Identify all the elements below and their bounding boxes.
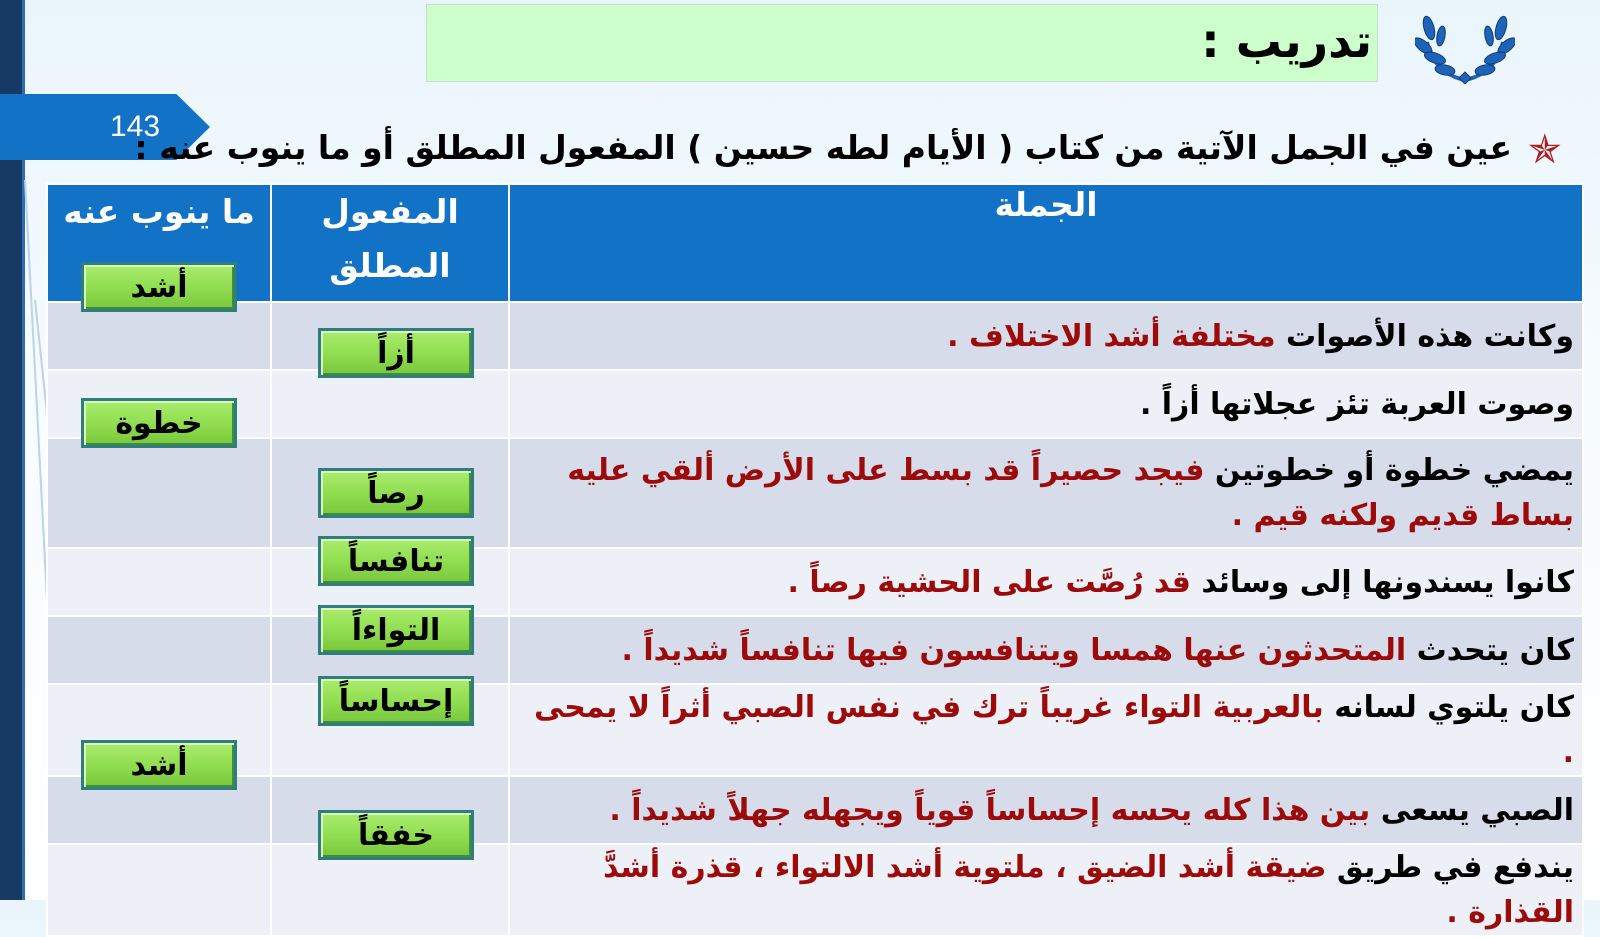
sentence-lead: كان يلتوي لسانه [1323, 690, 1574, 725]
answer-chip-mutlaq[interactable]: أزاً [318, 328, 474, 378]
sentence-cell [509, 370, 1583, 438]
answer-chip-mutlaq[interactable]: خفقاً [318, 810, 474, 860]
sentence-lead: وصوت العربة تئز عجلاتها أزاً . [1139, 386, 1574, 422]
page-title: تدريب : [1201, 14, 1372, 68]
table-row [47, 370, 1583, 438]
mutlaq-cell [271, 370, 509, 438]
table-row [47, 438, 1583, 548]
table-row [47, 548, 1583, 616]
sentence-cell [509, 844, 1583, 936]
answer-chip-mutlaq[interactable]: رصاً [318, 468, 474, 518]
sentence-lead: كانوا يسندونها إلى وسائد [1190, 564, 1574, 600]
sentence-rest: بين هذا كله يحسه إحساساً قوياً ويجهله جهلاً شديداً . [609, 792, 1371, 828]
sentence-cell [509, 438, 1583, 548]
table-row [47, 616, 1583, 684]
header-nayib: ما ينوب عنه [47, 184, 271, 302]
table-row [47, 844, 1583, 936]
sentence-lead: يندفع في طريق [1326, 850, 1574, 885]
table-row [47, 776, 1583, 844]
sentence-cell [509, 776, 1583, 844]
sentence-lead: وكانت هذه الأصوات [1275, 318, 1574, 354]
nayib-cell [47, 844, 271, 936]
sentence-lead: كان يتحدث [1406, 632, 1574, 668]
page-number: 143 [109, 110, 161, 143]
answer-chip-mutlaq[interactable]: إحساساً [318, 676, 474, 726]
nayib-cell [47, 616, 271, 684]
sentence-rest: قد رُصَّت على الحشية رصاً . [787, 564, 1191, 600]
sentence-cell [509, 548, 1583, 616]
sentence-cell [509, 616, 1583, 684]
header-mutlaq-line1: المفعول [321, 192, 459, 231]
answer-chip-nayib[interactable]: أشد [81, 740, 237, 790]
sentence-rest: بالعربية التواء غريباً ترك في نفس الصبي أثراً لا يمحى . [533, 690, 1574, 770]
sentence-cell [509, 684, 1583, 776]
sentence-rest: المتحدثون عنها همسا ويتنافسون فيها تنافساً شديداً . [621, 632, 1407, 668]
nayib-cell [47, 438, 271, 548]
answer-chip-nayib[interactable]: أشد [81, 262, 237, 312]
exercise-table [46, 183, 1584, 937]
sentence-cell [509, 302, 1583, 370]
sentence-lead: يمضي خطوة أو خطوتين [1204, 453, 1574, 488]
nayib-cell [47, 302, 271, 370]
header-sentence: الجملة [509, 184, 1583, 302]
sentence-rest: فيجد حصيراً قد بسط على الأرض ألقي عليه بساط قديم ولكنه قيم . [567, 453, 1574, 533]
sentence-lead: الصبي يسعى [1370, 792, 1574, 828]
answer-chip-mutlaq[interactable]: التواءاً [318, 605, 474, 655]
answer-chip-nayib[interactable]: خطوة [81, 398, 237, 448]
table-row [47, 302, 1583, 370]
header-mutlaq-line2: المطلق [329, 246, 451, 286]
nayib-cell [47, 548, 271, 616]
answer-chip-mutlaq[interactable]: تنافساً [318, 536, 474, 586]
instruction-text: عين في الجمل الآتية من كتاب ( الأيام لطه حسين ) المفعول المطلق أو ما ينوب عنه : [134, 128, 1512, 167]
sentence-rest: مختلفة أشد الاختلاف . [947, 318, 1276, 354]
star-icon: ✯ [1528, 127, 1562, 173]
sentence-rest: ضيقة أشد الضيق ، ملتوية أشد الالتواء ، قذرة أشدَّ القذارة . [603, 850, 1574, 930]
header-mutlaq [271, 184, 509, 302]
laurel-wreath-icon [1415, 6, 1515, 84]
table-row [47, 684, 1583, 776]
